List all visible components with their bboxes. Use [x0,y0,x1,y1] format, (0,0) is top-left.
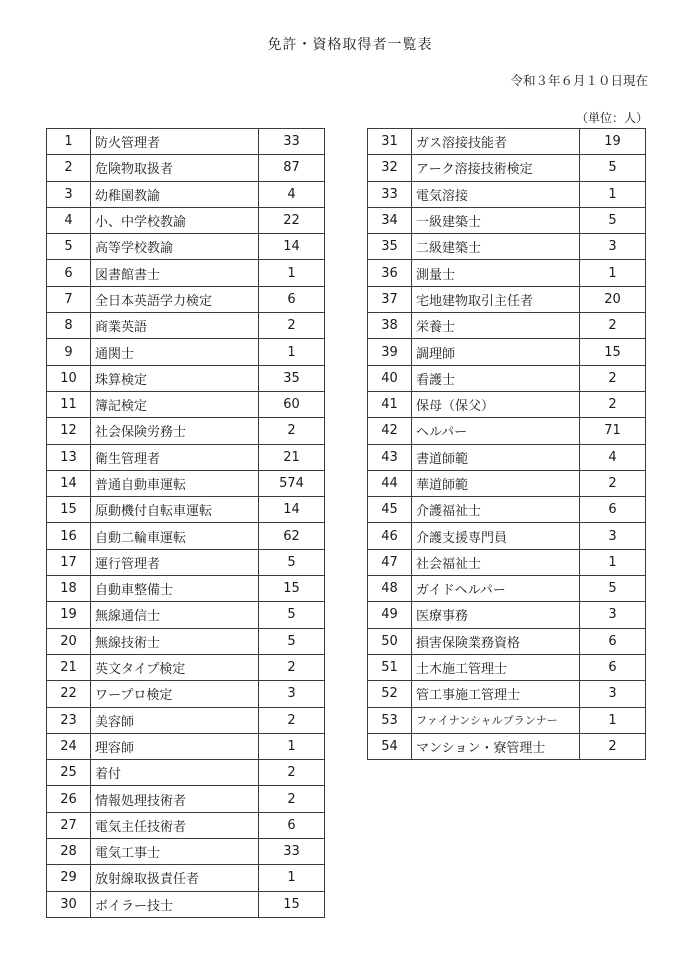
table-row [47,129,325,155]
table-row [47,207,325,233]
row-number-cell: 23 [47,707,91,733]
qualification-name-cell: 理容師 [91,733,259,759]
holder-count-cell: 5 [259,549,325,575]
qualification-name-cell: 社会福祉士 [412,549,580,575]
table-row [47,418,325,444]
qualification-name-cell: 普通自動車運転 [91,470,259,496]
table-row [47,733,325,759]
qualification-name-cell: 美容師 [91,707,259,733]
row-number-cell: 26 [47,786,91,812]
row-number-cell: 53 [368,707,412,733]
qualification-name-cell: 介護支援専門員 [412,523,580,549]
holder-count-cell: 2 [259,707,325,733]
qualification-name-cell: ヘルパー [412,418,580,444]
row-number-cell: 45 [368,497,412,523]
license-table-left [46,128,325,918]
holder-count-cell: 1 [580,549,646,575]
holder-count-cell: 6 [580,654,646,680]
holder-count-cell: 1 [580,707,646,733]
holder-count-cell: 19 [580,129,646,155]
qualification-name-cell: 医療事務 [412,602,580,628]
table-row [368,181,646,207]
holder-count-cell: 2 [580,365,646,391]
table-row [47,707,325,733]
holder-count-cell: 1 [580,260,646,286]
table-row [47,654,325,680]
holder-count-cell: 1 [259,260,325,286]
table-row [47,891,325,917]
table-row [47,286,325,312]
row-number-cell: 39 [368,339,412,365]
row-number-cell: 12 [47,418,91,444]
row-number-cell: 16 [47,523,91,549]
table-row [368,391,646,417]
row-number-cell: 2 [47,155,91,181]
holder-count-cell: 5 [580,207,646,233]
table-row [47,523,325,549]
qualification-name-cell: 衛生管理者 [91,444,259,470]
row-number-cell: 33 [368,181,412,207]
row-number-cell: 27 [47,812,91,838]
table-row [368,602,646,628]
qualification-name-cell: 調理師 [412,339,580,365]
row-number-cell: 37 [368,286,412,312]
holder-count-cell: 14 [259,497,325,523]
table-row [47,865,325,891]
holder-count-cell: 6 [580,497,646,523]
table-row [368,418,646,444]
row-number-cell: 38 [368,313,412,339]
qualification-name-cell: 通関士 [91,339,259,365]
holder-count-cell: 5 [259,628,325,654]
holder-count-cell: 2 [259,418,325,444]
row-number-cell: 25 [47,760,91,786]
row-number-cell: 14 [47,470,91,496]
row-number-cell: 54 [368,733,412,759]
row-number-cell: 40 [368,365,412,391]
table-row [368,549,646,575]
row-number-cell: 50 [368,628,412,654]
holder-count-cell: 71 [580,418,646,444]
holder-count-cell: 1 [259,733,325,759]
qualification-name-cell: マンション・寮管理士 [412,733,580,759]
row-number-cell: 30 [47,891,91,917]
qualification-name-cell: 図書館書士 [91,260,259,286]
row-number-cell: 32 [368,155,412,181]
row-number-cell: 18 [47,576,91,602]
holder-count-cell: 60 [259,391,325,417]
table-row [368,234,646,260]
row-number-cell: 6 [47,260,91,286]
table-row [368,339,646,365]
holder-count-cell: 33 [259,129,325,155]
qualification-name-cell: 情報処理技術者 [91,786,259,812]
table-row [47,549,325,575]
holder-count-cell: 2 [259,654,325,680]
holder-count-cell: 35 [259,365,325,391]
row-number-cell: 3 [47,181,91,207]
table-row [368,286,646,312]
table-row [47,681,325,707]
row-number-cell: 48 [368,576,412,602]
holder-count-cell: 15 [580,339,646,365]
table-row [368,654,646,680]
row-number-cell: 35 [368,234,412,260]
holder-count-cell: 14 [259,234,325,260]
qualification-name-cell: 簿記検定 [91,391,259,417]
row-number-cell: 28 [47,839,91,865]
qualification-name-cell: 無線通信士 [91,602,259,628]
table-row [368,523,646,549]
qualification-name-cell: 防火管理者 [91,129,259,155]
holder-count-cell: 2 [580,470,646,496]
holder-count-cell: 6 [259,286,325,312]
holder-count-cell: 4 [259,181,325,207]
holder-count-cell: 5 [580,155,646,181]
holder-count-cell: 3 [580,681,646,707]
license-table-right [367,128,646,760]
qualification-name-cell: 管工事施工管理士 [412,681,580,707]
qualification-name-cell: 自動車整備士 [91,576,259,602]
row-number-cell: 43 [368,444,412,470]
table-row [47,839,325,865]
row-number-cell: 10 [47,365,91,391]
qualification-name-cell: 書道師範 [412,444,580,470]
holder-count-cell: 62 [259,523,325,549]
holder-count-cell: 22 [259,207,325,233]
row-number-cell: 21 [47,654,91,680]
holder-count-cell: 3 [580,602,646,628]
qualification-name-cell: 放射線取扱責任者 [91,865,259,891]
holder-count-cell: 6 [259,812,325,838]
qualification-name-cell: 幼稚園教諭 [91,181,259,207]
table-row [47,444,325,470]
table-row [368,365,646,391]
table-row [368,260,646,286]
table-row [368,733,646,759]
holder-count-cell: 15 [259,576,325,602]
qualification-name-cell: 損害保険業務資格 [412,628,580,654]
qualification-name-cell: 華道師範 [412,470,580,496]
holder-count-cell: 5 [259,602,325,628]
table-row [368,576,646,602]
table-row [47,602,325,628]
qualification-name-cell: ボイラー技士 [91,891,259,917]
holder-count-cell: 87 [259,155,325,181]
holder-count-cell: 6 [580,628,646,654]
table-row [47,470,325,496]
row-number-cell: 34 [368,207,412,233]
row-number-cell: 22 [47,681,91,707]
table-row [368,155,646,181]
qualification-name-cell: 運行管理者 [91,549,259,575]
as-of-date: 令和３年６月１０日現在 [510,73,648,88]
row-number-cell: 52 [368,681,412,707]
qualification-name-cell: 珠算検定 [91,365,259,391]
qualification-name-cell: 電気工事士 [91,839,259,865]
row-number-cell: 41 [368,391,412,417]
table-row [47,339,325,365]
qualification-name-cell: 自動二輪車運転 [91,523,259,549]
table-row [47,365,325,391]
page-title: 免許・資格取得者一覧表 [267,37,433,53]
qualification-name-cell: 小、中学校教諭 [91,207,259,233]
holder-count-cell: 2 [580,391,646,417]
qualification-name-cell: 宅地建物取引主任者 [412,286,580,312]
row-number-cell: 9 [47,339,91,365]
row-number-cell: 19 [47,602,91,628]
qualification-name-cell: アーク溶接技術検定 [412,155,580,181]
table-row [47,760,325,786]
table-row [47,313,325,339]
table-row [368,681,646,707]
qualification-name-cell: 危険物取扱者 [91,155,259,181]
row-number-cell: 15 [47,497,91,523]
unit-note: （単位：人） [575,111,648,125]
row-number-cell: 8 [47,313,91,339]
row-number-cell: 20 [47,628,91,654]
holder-count-cell: 3 [580,523,646,549]
row-number-cell: 36 [368,260,412,286]
holder-count-cell: 5 [580,576,646,602]
holder-count-cell: 2 [259,313,325,339]
holder-count-cell: 2 [580,313,646,339]
holder-count-cell: 20 [580,286,646,312]
qualification-name-cell: 二級建築士 [412,234,580,260]
holder-count-cell: 15 [259,891,325,917]
qualification-name-cell: 保母（保父） [412,391,580,417]
qualification-name-cell: 電気主任技術者 [91,812,259,838]
qualification-name-cell: 介護福祉士 [412,497,580,523]
holder-count-cell: 2 [259,760,325,786]
holder-count-cell: 1 [259,865,325,891]
qualification-name-cell: 無線技術士 [91,628,259,654]
row-number-cell: 44 [368,470,412,496]
row-number-cell: 46 [368,523,412,549]
holder-count-cell: 4 [580,444,646,470]
qualification-name-cell: 社会保険労務士 [91,418,259,444]
table-row [368,497,646,523]
row-number-cell: 24 [47,733,91,759]
qualification-name-cell: 電気溶接 [412,181,580,207]
table-row [368,444,646,470]
table-row [47,391,325,417]
qualification-name-cell: 商業英語 [91,313,259,339]
qualification-name-cell: 全日本英語学力検定 [91,286,259,312]
table-row [47,260,325,286]
table-row [47,576,325,602]
table-row [368,129,646,155]
qualification-name-cell: ガイドヘルパー [412,576,580,602]
qualification-name-cell: 英文タイプ検定 [91,654,259,680]
row-number-cell: 31 [368,129,412,155]
table-row [47,181,325,207]
row-number-cell: 4 [47,207,91,233]
holder-count-cell: 1 [580,181,646,207]
qualification-name-cell: ファイナンシャルプランナー [412,707,580,733]
row-number-cell: 49 [368,602,412,628]
table-row [368,628,646,654]
table-row [47,497,325,523]
qualification-name-cell: 看護士 [412,365,580,391]
qualification-name-cell: 高等学校教諭 [91,234,259,260]
qualification-name-cell: 土木施工管理士 [412,654,580,680]
holder-count-cell: 33 [259,839,325,865]
table-row [368,470,646,496]
holder-count-cell: 2 [580,733,646,759]
row-number-cell: 7 [47,286,91,312]
table-row [47,812,325,838]
table-row [47,628,325,654]
qualification-name-cell: ガス溶接技能者 [412,129,580,155]
qualification-name-cell: 一級建築士 [412,207,580,233]
holder-count-cell: 3 [580,234,646,260]
row-number-cell: 47 [368,549,412,575]
qualification-name-cell: 原動機付自転車運転 [91,497,259,523]
row-number-cell: 1 [47,129,91,155]
holder-count-cell: 2 [259,786,325,812]
row-number-cell: 29 [47,865,91,891]
qualification-name-cell: 栄養士 [412,313,580,339]
holder-count-cell: 3 [259,681,325,707]
table-row [47,786,325,812]
holder-count-cell: 21 [259,444,325,470]
qualification-name-cell: 測量士 [412,260,580,286]
holder-count-cell: 574 [259,470,325,496]
table-row [47,155,325,181]
table-row [368,207,646,233]
row-number-cell: 5 [47,234,91,260]
table-row [368,707,646,733]
row-number-cell: 13 [47,444,91,470]
row-number-cell: 11 [47,391,91,417]
qualification-name-cell: ワープロ検定 [91,681,259,707]
table-row [47,234,325,260]
row-number-cell: 42 [368,418,412,444]
row-number-cell: 17 [47,549,91,575]
holder-count-cell: 1 [259,339,325,365]
table-row [368,313,646,339]
qualification-name-cell: 着付 [91,760,259,786]
row-number-cell: 51 [368,654,412,680]
